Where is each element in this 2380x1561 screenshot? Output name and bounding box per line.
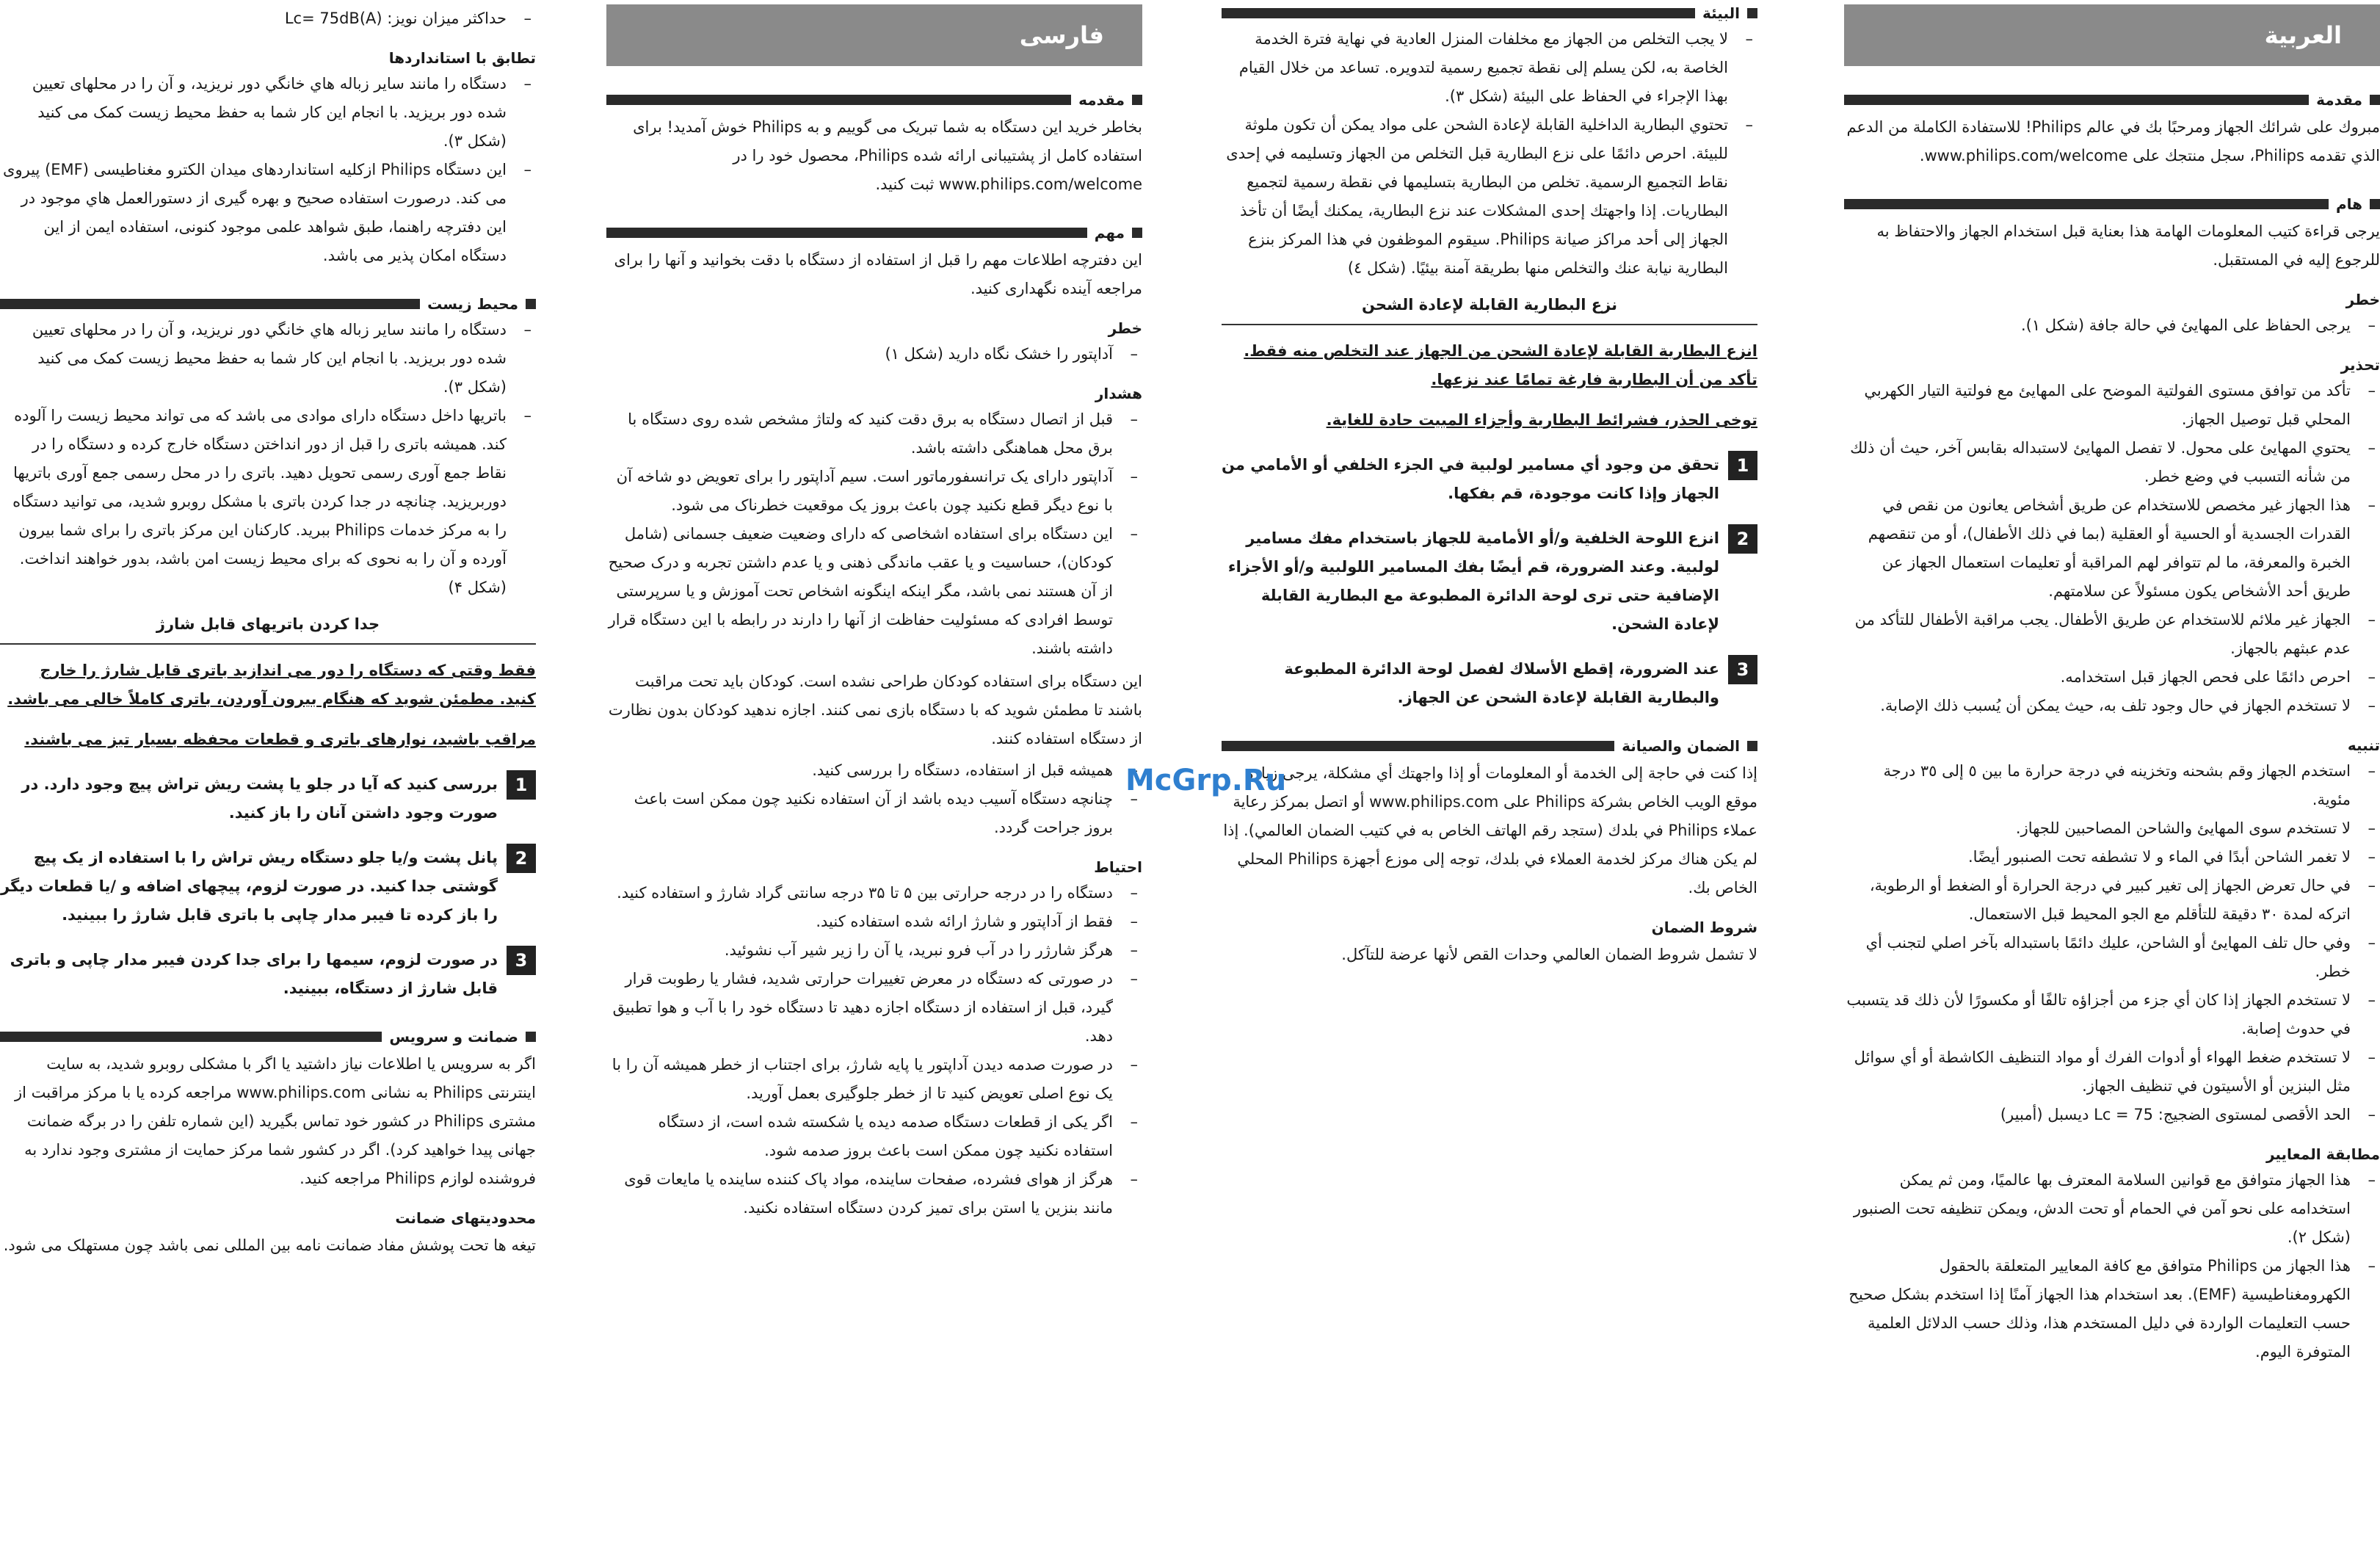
important-text: يرجى قراءة كتيب المعلومات الهامة هذا بعناية قبل استخدام الجهاز والاحتفاظ به للرجوع إليه في المستقبل. bbox=[1876, 222, 2380, 269]
step-3: 3 در صورت لزوم، سیمها را برای جدا کردن فیبر مدار چاپی و باتری قابل شارژ از دستگاه، ببینید. bbox=[0, 946, 536, 1003]
list-item: – لا يجب التخلص من الجهاز مع مخلفات المنزل العادية في نهاية فترة الخدمة الخاصة به، لكن يسلم إلى نقطة تجميع رسمية لتدويره. تساعد من خلال القيام بهذا الإجراء في الحفاظ على البيئة (شكل ٣). bbox=[1222, 25, 1757, 111]
list-item: – اگر یکی از قطعات دستگاه صدمه دیده یا شکسته شده است، از دستگاه استفاده نکنید چون ممکن است باعث بروز صدمه شود. bbox=[606, 1108, 1142, 1165]
intro-text: بخاطر خرید این دستگاه به شما تبریک می گوییم و به Philips خوش آمدید! برای استفاده کامل از پشتیبانی ارائه شده Philips، محصول خود را در www.philips.com/welcome ثبت کنید. bbox=[633, 118, 1142, 193]
list-item: – هذا الجهاز غير مخصص للاستخدام عن طريق أشخاص يعانون من نقص في القدرات الجسدية أو الحسية أو العقلية (بما في ذلك الأطفال)، أو من تنقصهم الخبرة والمعرفة، ما لم تتوافر لهم المراقبة أو تعليمات استعمال الجهاز عن طريق أحد الأشخاص يكون مسئولاً عن سلامتهم. bbox=[1844, 491, 2380, 606]
list-item: – يرجى الحفاظ على المهايئ في حالة جافة (شكل ١). bbox=[1844, 311, 2380, 340]
page-farsi-continued bbox=[0, 0, 570, 1561]
list-item: – در صورتی که دستگاه در معرض تغییرات حرارتی شدید، فشار یا رطوبت قرار گیرد، قبل از استفاده از دستگاه اجازه دهید تا دستگاه خود را با آب و هوا تطبیق دهد. bbox=[606, 965, 1142, 1051]
watermark: McGrp.Ru bbox=[1125, 764, 1287, 797]
section-header-important: مهم bbox=[606, 224, 1142, 242]
list-item: – لا تستخدم الجهاز في حال وجود تلف به، حيث يمكن أن يُسبب ذلك الإصابة. bbox=[1844, 692, 2380, 720]
heading-danger: خطر bbox=[2345, 291, 2380, 308]
language-tab-farsi: فارسی bbox=[606, 4, 1142, 66]
section-header-introduction: مقدمة bbox=[1844, 91, 2380, 109]
list-item: – آداپتور را خشک نگاه دارید (شکل ۱) bbox=[606, 340, 1142, 369]
page-farsi bbox=[606, 0, 1176, 1561]
heading-warning: تحذير bbox=[2340, 356, 2380, 374]
heading-danger: خطر bbox=[1108, 319, 1142, 337]
list-item: – چنانچه دستگاه آسیب دیده باشد از آن استفاده نکنید چون ممکن است باعث بروز جراحت گردد. bbox=[606, 785, 1142, 842]
step-2: 2 انزع اللوحة الخلفية و/أو الأمامية للجهاز باستخدام مفك مسامير لولبية. وعند الضرورة، قم أيضًا بفك المسامير اللولبية و/أو الأجزاء الإضافية حتى ترى لوحة الدائرة المطبوعة مع البطارية القابلة لإعادة الشحن. bbox=[1222, 524, 1757, 639]
warranty-text: اگر به سرویس یا اطلاعات نیاز داشتید یا اگر با مشکلی روبرو شدید، به سایت اینترنتی Philips به نشانی www.philips.com مراجعه کرده یا با مرکز مراقبت از مشتری Philips در کشور خود تماس بگیرید (این شماره تلفن را در برگه ضمانت جهانی پیدا خواهید کرد). اگر در کشور شما مرکز حمایت از مشتری وجود ندارد به فروشنده لوازم Philips مراجعه کنید. bbox=[14, 1055, 536, 1187]
list-item: – هذا الجهاز متوافق مع قوانين السلامة المعترف بها عالميًا، ومن ثم يمكن استخدامه على نحو آمن في الحمام أو تحت الدش، ويمكن تنظيفه تحت الصنبور (شكل ٢). bbox=[1844, 1166, 2380, 1252]
list-item: – فقط از آداپتور و شارژ ارائه شده استفاده کنید. bbox=[606, 908, 1142, 936]
page-arabic-continued bbox=[1222, 0, 1791, 1561]
heading-warning: هشدار bbox=[1095, 385, 1142, 402]
list-item: – این دستگاه برای استفاده اشخاصی که دارای وضعیت ضعیف جسمانی (شامل کودکان)، حساسیت و یا عقب ماندگی ذهنی و یا عدم داشتن تجربه و درک صحیح از آن هستند نمی باشد، مگر اینکه اینگونه اشخاص تحت آموزش و یا سرپرستی توسط افرادی که مسئولیت حفاظت از آنها را دارند در رابطه با این دستگاه قرار داشته باشند. bbox=[606, 520, 1142, 663]
page-arabic bbox=[1828, 0, 2380, 1561]
section-header-warranty: ضمانت و سرویس bbox=[0, 1028, 536, 1046]
section-header-environment: محیط زیست bbox=[0, 295, 536, 313]
heading-caution: احتیاط bbox=[1094, 858, 1142, 876]
warranty-terms-text: لا تشمل شروط الضمان العالمي وحدات القص لأنها عرضة للتآكل. bbox=[1341, 946, 1757, 963]
heading-caution: تنبيه bbox=[2347, 736, 2380, 754]
battery-caution: مراقب باشید، نوارهای باتری و قطعات محفظه بسیار تیز می باشند. bbox=[24, 731, 536, 748]
list-item: – دستگاه را مانند سایر زباله هاي خانگي دور نريزيد، و آن را در محلهای تعیین شده دور بریزید. با انجام این کار شما به حفظ محیط زیست کمک می کنید (شکل ۳). bbox=[0, 316, 536, 402]
heading-warranty-limits: محدودیتهای ضمانت bbox=[395, 1209, 536, 1227]
section-header-introduction: مقدمه bbox=[606, 91, 1142, 109]
step-1: 1 تحقق من وجود أي مسامير لولبية في الجزء الخلفي أو الأمامي من الجهاز وإذا كانت موجودة، قم بفكها. bbox=[1222, 451, 1757, 508]
list-item: – لا تستخدم ضغط الهواء أو أدوات الفرك أو مواد التنظيف الكاشطة أو أي سوائل مثل البنزين أو الأسيتون في تنظيف الجهاز. bbox=[1844, 1043, 2380, 1101]
list-item: – باتریها داخل دستگاه دارای موادی می باشد که می تواند محیط زیست را آلوده کند. همیشه باتری را قبل از دور انداختن دستگاه خارج کرده و دستگاه را در نقاط جمع آوری رسمی تحویل دهید. باتری را در محل رسمی جمع آوری باتریها دوربریزید. چنانچه در جدا کردن باتری با مشکل روبرو شدید، می توانید دستگاه را به مرکز خدمات Philips ببرید. کارکنان این مرکز باتری را برای شما بیرون آورده و آن را به نحوی که برای محیط زیست امن باشد، بدور خواهند انداخت. (شکل ۴) bbox=[0, 402, 536, 602]
list-item: – همیشه قبل از استفاده، دستگاه را بررسی کنید. bbox=[606, 756, 1142, 785]
warranty-limits-text: تیغه ها تحت پوشش مفاد ضمانت نامه بین المللی نمی باشد چون مستهلک می شود. bbox=[3, 1236, 536, 1254]
list-item: – هرگز شارژر را در آب فرو نبرید، یا آن را زیر شیر آب نشوئید. bbox=[606, 936, 1142, 965]
list-item: – استخدم الجهاز وقم بشحنه وتخزينه في درجة حرارة ما بين ٥ إلى ٣٥ درجة مئوية. bbox=[1844, 757, 2380, 814]
step-2: 2 پانل پشت و/یا جلو دستگاه ریش تراش را با استفاده از یک پیچ گوشتی جدا کنید. در صورت لزوم، پیچهای اضافه و /یا قطعات دیگر را باز کرده تا فیبر مدار چاپی با باتری قابل شارژ را ببینید. bbox=[0, 844, 536, 930]
step-1: 1 بررسی کنید که آیا در جلو یا پشت ریش تراش پیچ وجود دارد. در صورت وجود داشتن آنان را باز کنید. bbox=[0, 770, 536, 827]
battery-caution: توخى الحذر، فشرائط البطارية وأجزاء المبيت حادة للغاية. bbox=[1326, 411, 1757, 429]
heading-standards: تطابق با استانداردها bbox=[388, 49, 536, 67]
list-item: – دستگاه را در درجه حرارتی بین ۵ تا ۳۵ درجه سانتی گراد شارژ و استفاده کنید. bbox=[606, 879, 1142, 908]
list-item: – تأكد من توافق مستوى الفولتية الموضح على المهايئ مع فولتية التيار الكهربي المحلي قبل توصيل الجهاز. bbox=[1844, 377, 2380, 434]
subheading-battery-removal: نزع البطارية القابلة لإعادة الشحن bbox=[1361, 296, 1618, 314]
list-item: – در صورت صدمه دیدن آداپتور یا پایه شارژ، برای اجتناب از خطر همیشه آن را با یک نوع اصلی تعویض کنید تا از خطر جلوگیری بعمل آورید. bbox=[606, 1051, 1142, 1108]
battery-warning: انزع البطارية القابلة لإعادة الشحن من الجهاز عند التخلص منه فقط. تأكد من أن البطارية فارغة تمامًا عند نزعها. bbox=[1244, 342, 1757, 388]
section-header-environment: البيئة bbox=[1222, 4, 1757, 22]
noise-level: – حداکثر میزان نویز: Lc= 75dB(A) bbox=[0, 4, 536, 33]
battery-warning: فقط وقتی که دستگاه را دور می اندازید باتری قابل شارژ را خارج کنید. مطمئن شوید که هنگام بیرون آوردن، باتری کاملاً خالی می باشد. bbox=[7, 662, 536, 708]
list-item: – وفي حال تلف المهايئ أو الشاحن، عليك دائمًا باستبداله بآخر اصلي لتجنب أي خطر. bbox=[1844, 929, 2380, 986]
heading-warranty-terms: شروط الضمان bbox=[1651, 919, 1757, 936]
list-item: – احرص دائمًا على فحص الجهاز قبل استخدامه. bbox=[1844, 663, 2380, 692]
subheading-battery-removal: جدا کردن باتریهای قابل شارژ bbox=[156, 615, 380, 633]
language-tab-arabic: العربية bbox=[1844, 4, 2380, 66]
list-item: – تحتوي البطارية الداخلية القابلة لإعادة الشحن على مواد يمكن أن تكون ملوثة للبيئة. احرص دائمًا على نزع البطارية قبل التخلص من الجهاز وتسليمه في إحدى نقاط التجميع الرسمية. تخلص من البطارية بتسليمها في نقطة رسمية لتجميع البطاريات. إذا واجهتك إحدى المشكلات عند نزع البطارية، يمكنك أيضًا أن تأخذ الجهاز إلى أحد مراكز صيانة Philips. سيقوم الموظفون في هذا المركز بنزع البطارية نيابة عنك والتخلص منها بطريقة آمنة بيئيًا. (شكل ٤) bbox=[1222, 111, 1757, 283]
section-header-warranty: الضمان والصيانة bbox=[1222, 737, 1757, 755]
step-3: 3 عند الضرورة، إقطع الأسلاك لفصل لوحة الدائرة المطبوعة والبطارية القابلة لإعادة الشحن عن الجهاز. bbox=[1222, 655, 1757, 712]
list-item: – قبل از اتصال دستگاه به برق دقت کنید که ولتاژ مشخص شده روی دستگاه با برق محل هماهنگی داشته باشد. bbox=[606, 405, 1142, 463]
important-text: این دفترچه اطلاعات مهم را قبل از استفاده از دستگاه با دقت بخوانید و آنها را برای مراجعه آینده نگهداری کنید. bbox=[614, 251, 1142, 297]
list-item: – آداپتور دارای یک ترانسفورماتور است. سیم آداپتور را برای تعویض دو شاخه آن با نوع دیگر قطع نکنید چون باعث بروز یک موقعیت خطرناک می شود. bbox=[606, 463, 1142, 520]
list-item: – لا تغمر الشاحن أبدًا في الماء و لا تشطفه تحت الصنبور أيضًا. bbox=[1844, 843, 2380, 872]
list-item: – هرگز از هوای فشرده، صفحات ساینده، مواد پاک کننده ساینده یا مایعات قوی مانند بنزین یا استن برای تمیز کردن دستگاه استفاده نکنید. bbox=[606, 1165, 1142, 1223]
list-item: – الجهاز غير ملائم للاستخدام عن طريق الأطفال. يجب مراقبة الأطفال للتأكد من عدم عبثهم بالجهاز. bbox=[1844, 606, 2380, 663]
list-item: – لا تستخدم سوى المهايئ والشاحن المصاحبين للجهاز. bbox=[1844, 814, 2380, 843]
children-note: این دستگاه برای استفاده کودکان طراحی نشده است. کودکان باید تحت مراقبت باشند تا مطمئن شوید که با دستگاه بازی نمی کنند. اجازه ندهید کودکان بدون نظارت از دستگاه استفاده کنند. bbox=[608, 673, 1142, 747]
intro-text: مبروك على شرائك الجهاز ومرحبًا بك في عالم Philips! للاستفادة الكاملة من الدعم الذي تقدمه Philips، سجل منتجك على www.philips.com/welcome. bbox=[1846, 118, 2380, 164]
section-header-important: هام bbox=[1844, 195, 2380, 213]
heading-compliance: مطابقة المعايير bbox=[2265, 1145, 2380, 1163]
warranty-text: إذا كنت في حاجة إلى الخدمة أو المعلومات أو إذا واجهتك أي مشكلة، يرجى زيارة موقع الويب الخاص بشركة Philips على www.philips.com أو اتصل بمركز رعاية عملاء Philips في بلدك (ستجد رقم الهاتف الخاص به في كتيب الضمان العالمي). إذا لم يكن هناك مركز لخدمة العملاء في بلدك، توجه إلى موزع أجهزة Philips المحلي الخاص بك. bbox=[1223, 764, 1757, 897]
list-item: – هذا الجهاز من Philips متوافق مع كافة المعايير المتعلقة بالحقول الكهرومغناطيسية (EMF). بعد استخدام هذا الجهاز آمنًا إذا استخدم بشكل صحيح حسب التعليمات الواردة في دليل المستخدم هذا، وذلك حسب الدلائل العلمية المتوفرة اليوم. bbox=[1844, 1252, 2380, 1366]
list-item: – لا تستخدم الجهاز إذا كان أي جزء من أجزاؤه تالفًا أو مكسورًا لأن ذلك قد يتسبب في حدوث إصابة. bbox=[1844, 986, 2380, 1043]
list-item: – في حال تعرض الجهاز إلى تغير كبير في درجة الحرارة أو الضغط أو الرطوبة، اتركه لمدة ٣٠ دقيقة للتأقلم مع الجو المحيط قبل الاستعمال. bbox=[1844, 872, 2380, 929]
list-item: – این دستگاه Philips ازکلیه استانداردهای میدان الکترو مغناطیسی (EMF) پیروی می کند. درصورت استفاده صحیح و بهره گیری از دستورالعمل هاي موجود در این دفترچه راهنما، طبق شواهد علمی موجود کنونی، استفاده ایمن از این دستگاه امکان پذیر می باشد. bbox=[0, 156, 536, 270]
list-item: – الحد الأقصى لمستوى الضجيج: Lc = 75 ديسبل (أمبير) bbox=[1844, 1101, 2380, 1129]
list-item: – دستگاه را مانند سایر زباله هاي خانگي دور نريزيد، و آن را در محلهای تعیین شده دور بریزید. با انجام این کار شما به حفظ محیط زیست کمک می کنید (شکل ۳). bbox=[0, 70, 536, 156]
list-item: – يحتوي المهايئ على محول. لا تفصل المهايئ لاستبداله بقابس آخر، حيث أن ذلك من شأنه التسبب في وضع خطر. bbox=[1844, 434, 2380, 491]
